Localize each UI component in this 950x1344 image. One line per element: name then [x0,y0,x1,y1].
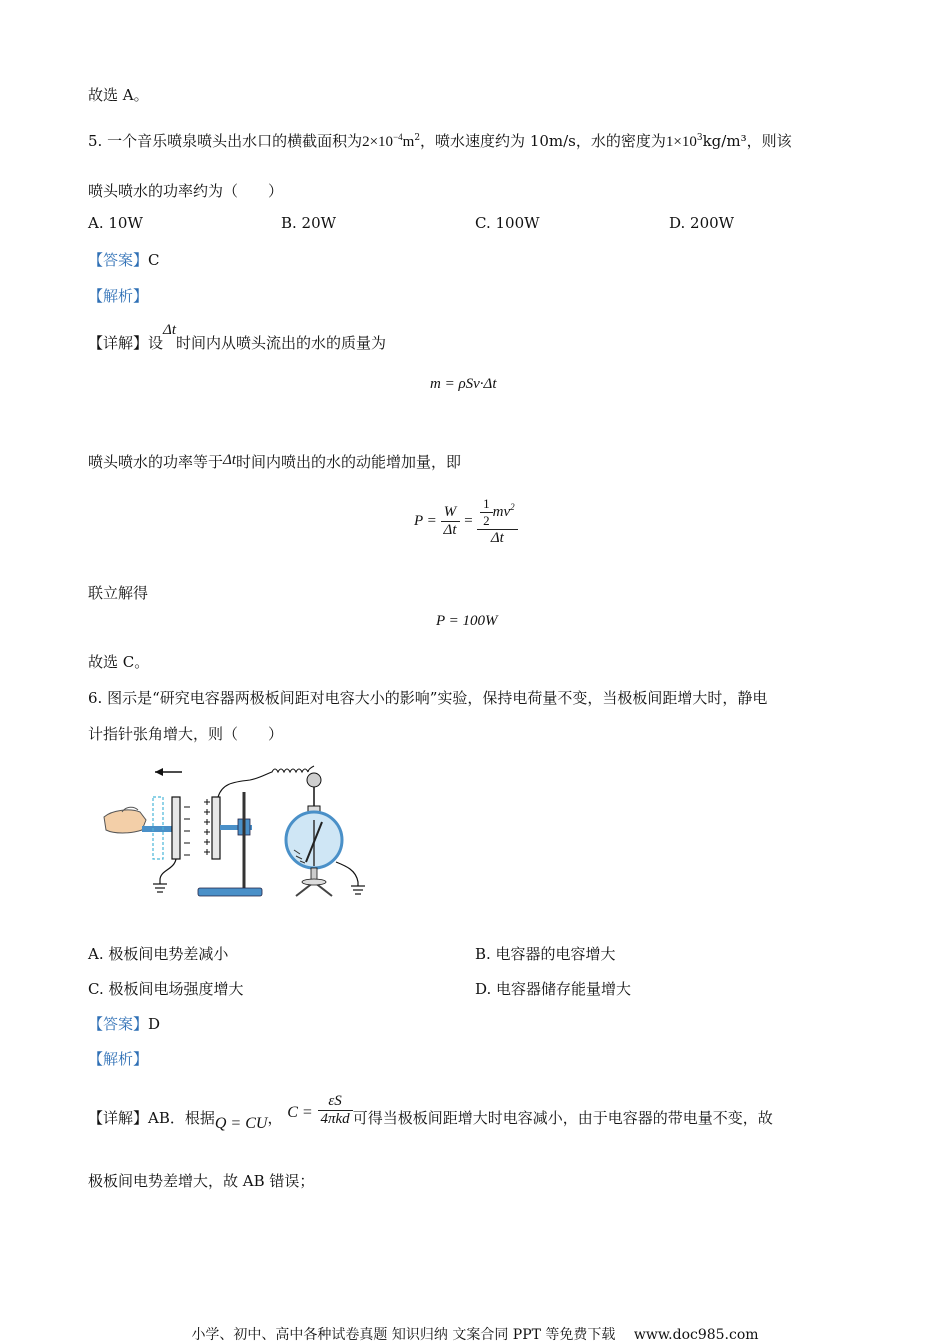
delta-t: Δt [223,452,236,468]
mv: mv [492,503,511,520]
delta-t: Δt [163,322,177,338]
direction-arrow [155,768,182,776]
half-den: 2 [480,512,493,529]
frac-den: 4πkd [318,1110,353,1128]
q5-option-a: A. 10W [88,214,143,232]
eq-p: P = [414,513,437,529]
q5-option-b: B. 20W [281,214,337,232]
eq-c-label: C = [287,1104,313,1121]
mv-exp: 2 [510,501,515,512]
hand-icon [104,807,146,833]
q5-choose-line: 故选 C。 [88,653,150,671]
q5-area-unit: m [402,134,415,150]
fixed-plate [212,797,220,859]
detail-tag: 【详解】 [88,334,149,352]
detail-text: 可得当极板间距增大时电容减小，由于电容器的带电量不变，故 [352,1109,773,1127]
q6-option-b: B. 电容器的电容增大 [475,945,616,963]
frac-num [477,496,518,529]
q5-analysis-tag: 【解析】 [88,287,149,305]
ground-left-icon [153,859,176,892]
detail-text: 设 [148,334,164,352]
question-5-line-1 [88,130,792,151]
q5-answer [88,249,160,270]
power-text: 喷头喷水的功率等于 [88,453,224,471]
q5-density-unit: kg/m³，则该 [702,132,792,150]
q5-text: ，喷水速度约为 10m/s，水的密度为 [420,132,666,150]
power-text: 时间内喷出的水的动能增加量，即 [236,453,462,471]
answer-tag: 【答案】 [88,1015,149,1033]
comma: ， [267,1109,283,1127]
answer-value: C [148,251,160,269]
moving-plate-rod [142,826,174,832]
question-6-line-1: 6. 图示是“研究电容器两极板间距对电容大小的影响”实验，保持电荷量不变，当极板间距增大时，静电 [88,689,768,707]
q5-equation-power [414,496,518,547]
q5-text: 5. 一个音乐喷泉喷头出水口的横截面积为 [88,132,363,150]
q5-detail [88,322,387,353]
movable-plate [172,797,180,859]
fraction-capacitance [318,1093,353,1128]
q5-option-d: D. 200W [669,214,735,232]
q6-option-d: D. 电容器储存能量增大 [475,980,632,998]
frac-den: Δt [477,529,518,547]
frac-den: Δt [441,521,460,539]
q6-answer [88,1013,160,1034]
page-footer: 小学、初中、高中各种试卷真题 知识归纳 文案合同 PPT 等免费下载 www.doc985.com [191,1327,759,1343]
frac-num: εS [328,1093,342,1109]
q5-equation-result: P = 100W [436,613,498,629]
detail-text: AB．根据 [148,1109,215,1127]
q5-option-c: C. 100W [475,214,540,232]
q5-equation-mass: m = ρSv·Δt [430,376,497,392]
connecting-wire [218,766,314,797]
detail-tag: 【详解】 [88,1109,149,1127]
ground-right-icon [336,862,365,894]
fraction-kinetic [477,496,518,547]
q5-density-exp: 3 [696,133,703,143]
q6-detail [88,1093,773,1132]
q6-option-c: C. 极板间电场强度增大 [88,980,244,998]
q5-area-unit-exp: 2 [414,133,421,143]
stand [198,792,262,896]
frac-num: W [443,504,457,520]
fraction-half [480,496,493,529]
eq-q-cu: Q = CU [214,1115,268,1132]
question-6-line-2: 计指针张角增大，则（ ） [88,725,284,743]
q6-option-a: A. 极板间电势差减小 [88,945,229,963]
answer-tag: 【答案】 [88,251,149,269]
detail-text: 时间内从喷头流出的水的质量为 [176,334,387,352]
capacitor-electroscope-diagram [100,762,370,904]
charge-marks [184,799,210,855]
answer-value: D [148,1015,161,1033]
fraction-w-dt [441,504,460,539]
q5-solve-line: 联立解得 [88,584,149,602]
question-5-line-2: 喷头喷水的功率约为（ ） [88,182,284,200]
text-line: 故选 A。 [88,86,149,104]
q6-detail-line-2: 极板间电势差增大，故 AB 错误； [88,1172,315,1190]
q5-area-value: 2×10 [362,134,394,150]
q6-analysis-tag: 【解析】 [88,1050,149,1068]
half-num: 1 [483,496,490,511]
q5-area-exp: −4 [393,132,403,142]
eq-equals: = [463,513,474,529]
q5-density-value: 1×10 [665,134,697,150]
electroscope [286,773,342,896]
q5-power-line [88,451,461,472]
